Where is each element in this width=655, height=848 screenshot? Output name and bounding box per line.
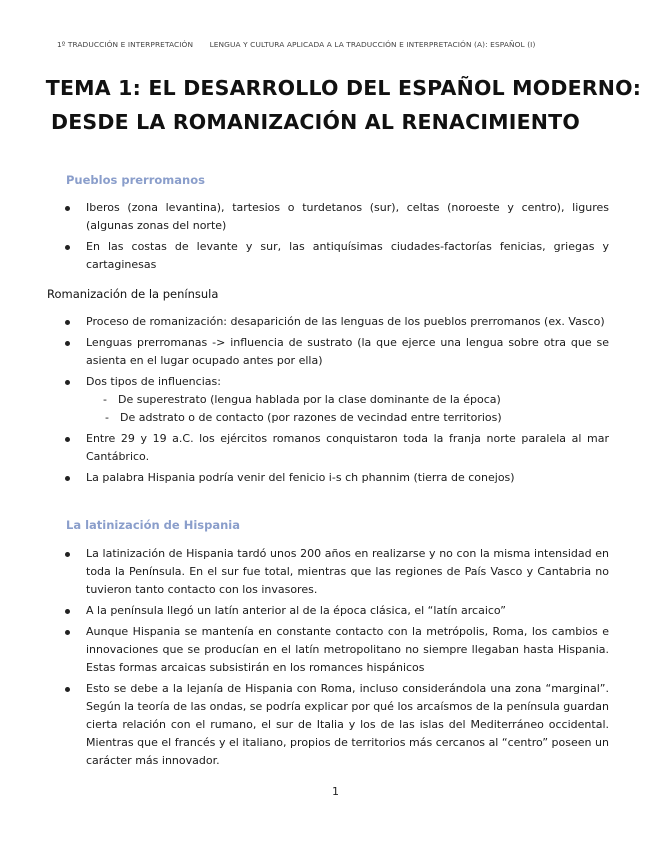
heading-latinizacion: La latinización de Hispania [66, 518, 240, 532]
dash-icon: - [103, 393, 107, 406]
bullet-icon [65, 437, 70, 442]
list-item: Iberos (zona levantina), tartesios o turdetanos (sur), celtas (noroeste y centro), ligures (algunas zonas del norte) [58, 199, 609, 235]
document-title-line-1: TEMA 1: EL DESARROLLO DEL ESPAÑOL MODERNO: [45, 76, 642, 100]
list-item: Dos tipos de influencias: - De superestrato (lengua hablada por la clase dominante de la época) - De adstrato o de contacto (por razones de vecindad entre territorios) [58, 373, 609, 427]
bullet-icon [65, 630, 70, 635]
sub-list-item: - De adstrato o de contacto (por razones de vecindad entre territorios) [60, 409, 609, 427]
bullet-icon [65, 609, 70, 614]
list-item: Esto se debe a la lejanía de Hispania con Roma, incluso considerándola una zona “marginal”. Según la teoría de las ondas, se podría explicar por qué los arcaísmos de la península guardan cierta relación con el rumano, el sur de Italia y los de las islas del Mediterráneo occidental. Mientras que el francés y el italiano, propios de territorios más cercanos al “centro” poseen un carácter más innovador. [58, 680, 609, 770]
header-course: 1º TRADUCCIÓN E INTERPRETACIÓN [57, 40, 194, 49]
dash-icon: - [105, 411, 109, 424]
list-prerromanos [58, 199, 609, 277]
bullet-icon [65, 341, 70, 346]
list-item: Proceso de romanización: desaparición de las lenguas de los pueblos prerromanos (ex. Vasco) [58, 313, 609, 331]
list-item: Lenguas prerromanas -> influencia de sustrato (la que ejerce una lengua sobre otra que se asienta en el lugar ocupado antes por ella) [58, 334, 609, 370]
bullet-icon [65, 380, 70, 385]
list-item: La palabra Hispania podría venir del fenicio i-s ch phannim (tierra de conejos) [58, 469, 609, 487]
bullet-icon [65, 245, 70, 250]
bullet-icon [65, 206, 70, 211]
bullet-icon [65, 552, 70, 557]
bullet-icon [65, 687, 70, 692]
list-item: Entre 29 y 19 a.C. los ejércitos romanos conquistaron toda la franja norte paralela al mar Cantábrico. [58, 430, 609, 466]
sub-list-item: - De superestrato (lengua hablada por la clase dominante de la época) [58, 391, 609, 409]
list-item: En las costas de levante y sur, las antiquísimas ciudades-factorías fenicias, griegas y cartaginesas [58, 238, 609, 274]
bullet-icon [65, 476, 70, 481]
list-item: A la península llegó un latín anterior al de la época clásica, el “latín arcaico” [58, 602, 609, 620]
list-latinizacion [58, 545, 609, 773]
header-subject: LENGUA Y CULTURA APLICADA A LA TRADUCCIÓN E INTERPRETACIÓN (A): ESPAÑOL (I) [209, 40, 536, 49]
heading-pueblos-prerromanos: Pueblos prerromanos [66, 173, 205, 187]
list-romanizacion [58, 313, 609, 490]
bullet-icon [65, 320, 70, 325]
page-number: 1 [332, 785, 339, 798]
document-title-line-2: DESDE LA ROMANIZACIÓN AL RENACIMIENTO [51, 110, 580, 134]
list-item: Aunque Hispania se mantenía en constante contacto con la metrópolis, Roma, los cambios e innovaciones que se producían en el latín metropolitano no siempre llegaban hasta Hispania. Estas formas arcaicas subsistirán en los romances hispánicos [58, 623, 609, 677]
running-header [57, 40, 535, 49]
list-item: La latinización de Hispania tardó unos 200 años en realizarse y no con la misma intensidad en toda la Península. En el sur fue total, mientras que las regiones de País Vasco y Cantabria no tuvieron tanto contacto con los invasores. [58, 545, 609, 599]
heading-romanizacion: Romanización de la península [47, 287, 219, 301]
